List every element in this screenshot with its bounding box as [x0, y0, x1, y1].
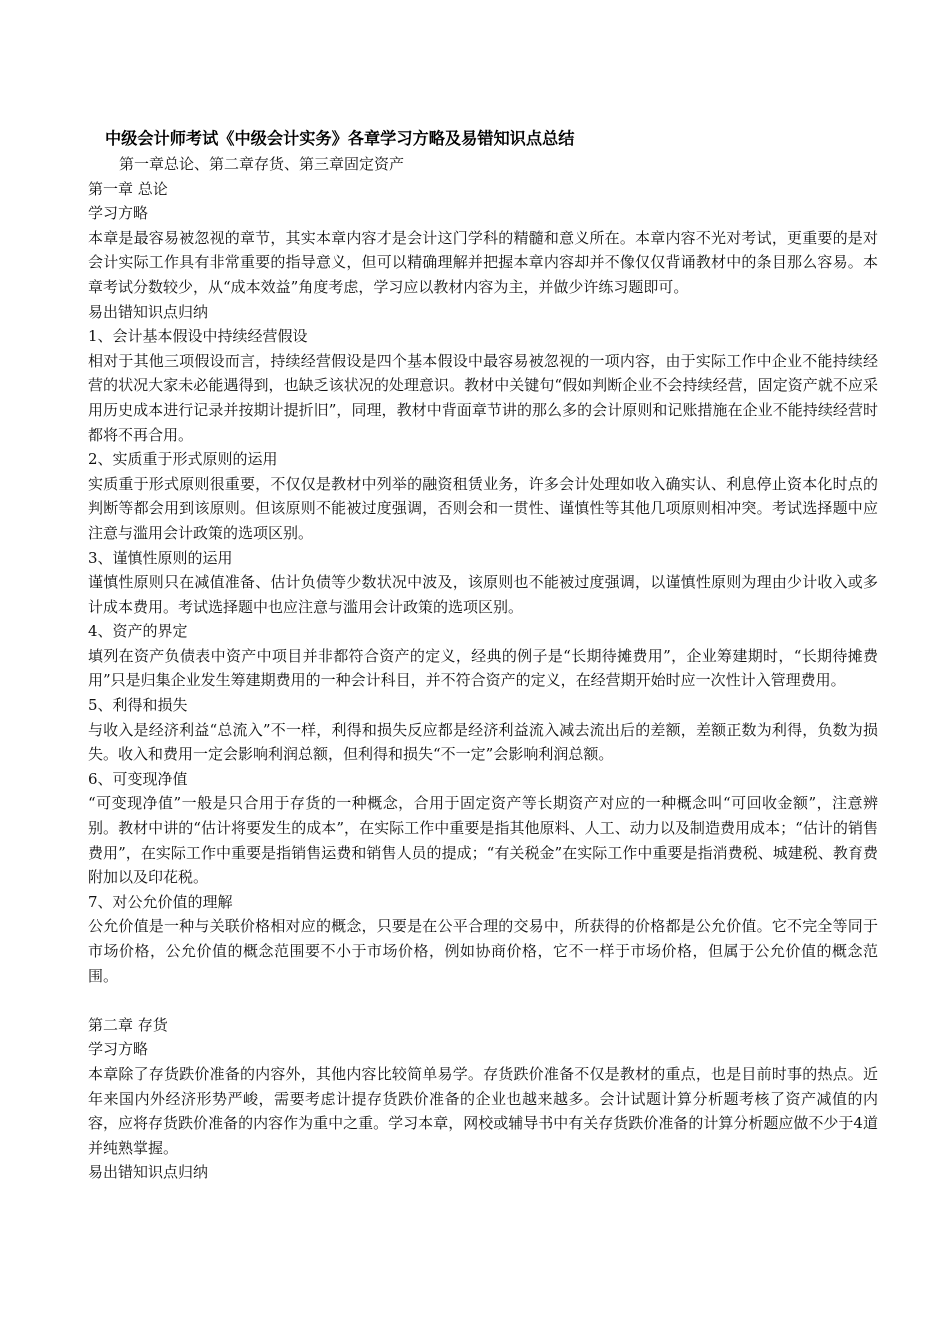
document-title: 中级会计师考试《中级会计实务》各章学习方略及易错知识点总结 [105, 129, 575, 148]
chapter1-study-heading: 学习方略 [88, 204, 149, 223]
blank-line [88, 988, 878, 1013]
item-heading: 6、可变现净值 [88, 769, 188, 788]
item-text: 相对于其他三项假设而言，持续经营假设是四个基本假设中最容易被忽视的一项内容，由于实际工作中企业不能持续经营的状况大家未必能遇得到，也缺乏该状况的处理意识。教材中关键句“假如判断企业不会持续经营，固定资产就不应采用历史成本进行记录并按期计提折旧”，同理，教材中背面章节讲的那么多的会计原则和记账措施在企业不能持续经营时都将不再合用。 [88, 351, 878, 444]
item-heading: 2、实质重于形式原则的运用 [88, 450, 278, 469]
item-text: 填列在资产负债表中资产中项目并非都符合资产的定义，经典的例子是“长期待摊费用”，企业筹建期时，“长期待摊费用”只是归集企业发生筹建期费用的一种会计科目，并不符合资产的定义，在经营期开始时应一次性计入管理费用。 [88, 646, 878, 690]
document-page [88, 126, 878, 1185]
item-text: 公允价值是一种与关联价格相对应的概念，只要是在公平合理的交易中，所获得的价格都是公允价值。它不完全等同于市场价格，公允价值的概念范围要不小于市场价格，例如协商价格，它不一样于市场价格，但属于公允价值的概念范围。 [88, 917, 878, 985]
item-text: “可变现净值”一般是只合用于存货的一种概念，合用于固定资产等长期资产对应的一种概念叫“可回收金额”，注意辨别。教材中讲的“估计将要发生的成本”，在实际工作中重要是指其他原料、人工、动力以及制造费用成本；“估计的销售费用”，在实际工作中重要是指销售运费和销售人员的提成；“有关税金”在实际工作中重要是指消费税、城建税、教育费附加以及印花税。 [88, 794, 878, 887]
chapter2-heading: 第二章 存货 [88, 1015, 168, 1034]
item-heading: 4、资产的界定 [88, 622, 188, 641]
document-subtitle: 第一章总论、第二章存货、第三章固定资产 [119, 155, 405, 173]
chapter1-heading: 第一章 总论 [88, 179, 168, 198]
chapter1-errors-heading: 易出错知识点归纳 [88, 302, 209, 321]
chapter2-errors-heading: 易出错知识点归纳 [88, 1163, 209, 1182]
item-text: 谨慎性原则只在减值准备、估计负债等少数状况中波及，该原则也不能被过度强调，以谨慎性原则为理由少计收入或多计成本费用。考试选择题中也应注意与滥用会计政策的选项区别。 [88, 573, 878, 616]
chapter2-study-text: 本章除了存货跌价准备的内容外，其他内容比较简单易学。存货跌价准备不仅是教材的重点，也是目前时事的热点。近年来国内外经济形势严峻，需要考虑计提存货跌价准备的企业也越来越多。会计试题计算分析题考核了资产减值的内容，应将存货跌价准备的内容作为重中之重。学习本章，网校或辅导书中有关存货跌价准备的计算分析题应做不少于4道并纯熟掌握。 [88, 1064, 878, 1157]
item-text: 与收入是经济利益“总流入”不一样，利得和损失反应都是经济利益流入减去流出后的差额，差额正数为利得，负数为损失。收入和费用一定会影响利润总额，但利得和损失“不一定”会影响利润总额。 [88, 720, 878, 764]
item-text: 实质重于形式原则很重要，不仅仅是教材中列举的融资租赁业务，许多会计处理如收入确实认、利息停止资本化时点的判断等都会用到该原则。但该原则不能被过度强调，否则会和一贯性、谨慎性等其他几项原则相冲突。考试选择题中应注意与滥用会计政策的选项区别。 [88, 474, 878, 542]
item-heading: 7、对公允价值的理解 [88, 892, 233, 911]
item-heading: 5、利得和损失 [88, 696, 188, 715]
item-heading: 1、会计基本假设中持续经营假设 [88, 327, 308, 346]
chapter1-study-text: 本章是最容易被忽视的章节，其实本章内容才是会计这门学科的精髓和意义所在。本章内容不光对考试，更重要的是对会计实际工作具有非常重要的指导意义，但可以精确理解并把握本章内容却并不像仅仅背诵教材中的条目那么容易。本章考试分数较少，从“成本效益”角度考虑，学习应以教材内容为主，并做少许练习题即可。 [88, 228, 878, 296]
chapter2-study-heading: 学习方略 [88, 1040, 149, 1059]
item-heading: 3、谨慎性原则的运用 [88, 548, 233, 567]
